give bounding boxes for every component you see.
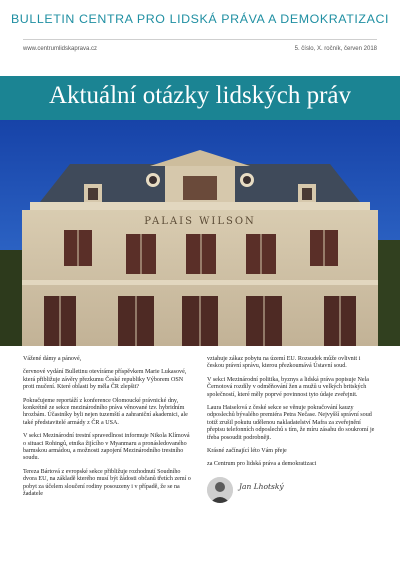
tree-left — [0, 250, 22, 346]
author-signature: Jan Lhotský — [239, 481, 284, 491]
paragraph: V sekci Mezinárodní trestní spravedlnost informuje Nikola Klímová o situaci Rohingů, etnika žijícího v Myanmaru a pronásledovaného barmskou armádou, a možnosti zapojení Mezinárodního trestního soudu. — [23, 433, 190, 462]
paragraph: V sekci Mezinárodní politika, byznys a lidská práva popisuje Nela Černotová rozdíly v odměňování žen a mužů u velkých britských společností, které měly poprvé povinnost tyto údaje zveřejnit. — [207, 376, 370, 398]
paragraph: červnové vydání Bulletinu otevíráme příspěvkem Marie Lukasové, která přibližuje závěry přezkumu České republiky Výborem OSN proti mučení. Které oblasti by měla ČR zlepšit? — [23, 369, 187, 391]
column-left — [23, 356, 193, 505]
cover-photo — [0, 120, 400, 346]
person-icon — [207, 477, 233, 503]
closing-organization: za Centrum pro lidská práva a demokratizaci — [207, 461, 317, 468]
title-banner — [0, 76, 400, 120]
building-sign: PALAIS WILSON — [144, 216, 256, 227]
salutation: Vážené dámy a pánové, — [23, 356, 82, 362]
signature-block — [207, 475, 377, 505]
issue-info: 5. číslo, X. ročník, červen 2018 — [294, 46, 377, 52]
editorial-text — [23, 356, 377, 566]
paragraph: Pokračujeme reportáží z konference Olomoucké právnické dny, konkrétně ze sekce mezinárodního práva věnované tzv. hybridním hrozbám. Účastníky byli nejen tuzemští a zahraniční akademici, ale také představitelé armády z ČR a USA. — [23, 397, 188, 426]
column-right — [207, 356, 377, 505]
string-course — [22, 280, 378, 285]
palais-wilson-illustration — [0, 120, 400, 346]
paragraph: Laura Haiselová z české sekce se věnuje pokračování kauzy odposlechů bývalého premiéra Petra Nečase. Nejvyšší správní soud totiž zrušil pokutu udělenou nakladatelství Mafra za zveřejnění přepisu telefonních odposlechů s tím, že míru zásahu do soukromí je třeba posoudit podrobněji. — [207, 405, 375, 441]
tree-right — [378, 240, 400, 346]
cornice — [30, 202, 370, 210]
author-avatar — [207, 477, 233, 503]
website-url[interactable]: www.centrumlidskaprava.cz — [23, 46, 98, 52]
bulletin-title: BULLETIN CENTRA PRO LIDSKÁ PRÁVA A DEMOKRATIZACI — [10, 12, 390, 26]
header-divider — [23, 39, 377, 40]
issue-headline: Aktuální otázky lidských práv — [48, 82, 351, 109]
closing-greeting: Krásné začínající léto Vám přeje — [207, 448, 287, 455]
bulletin-header — [0, 0, 400, 76]
paragraph: Tereza Bártová z evropské sekce přibližuje rozhodnutí Soudního dvora EU, na základě kterého musí být žádosti občanů třetích zemí o pobyt za účelem sloučení rodiny posouzeny i v případě, že se na žadatele — [23, 468, 191, 498]
paragraph: vztahuje zákaz pobytu na území EU. Rozsudek může ovlivnit i českou právní správu, kterou přezkoumává Ústavní soud. — [207, 356, 361, 370]
gable-window — [183, 176, 217, 200]
